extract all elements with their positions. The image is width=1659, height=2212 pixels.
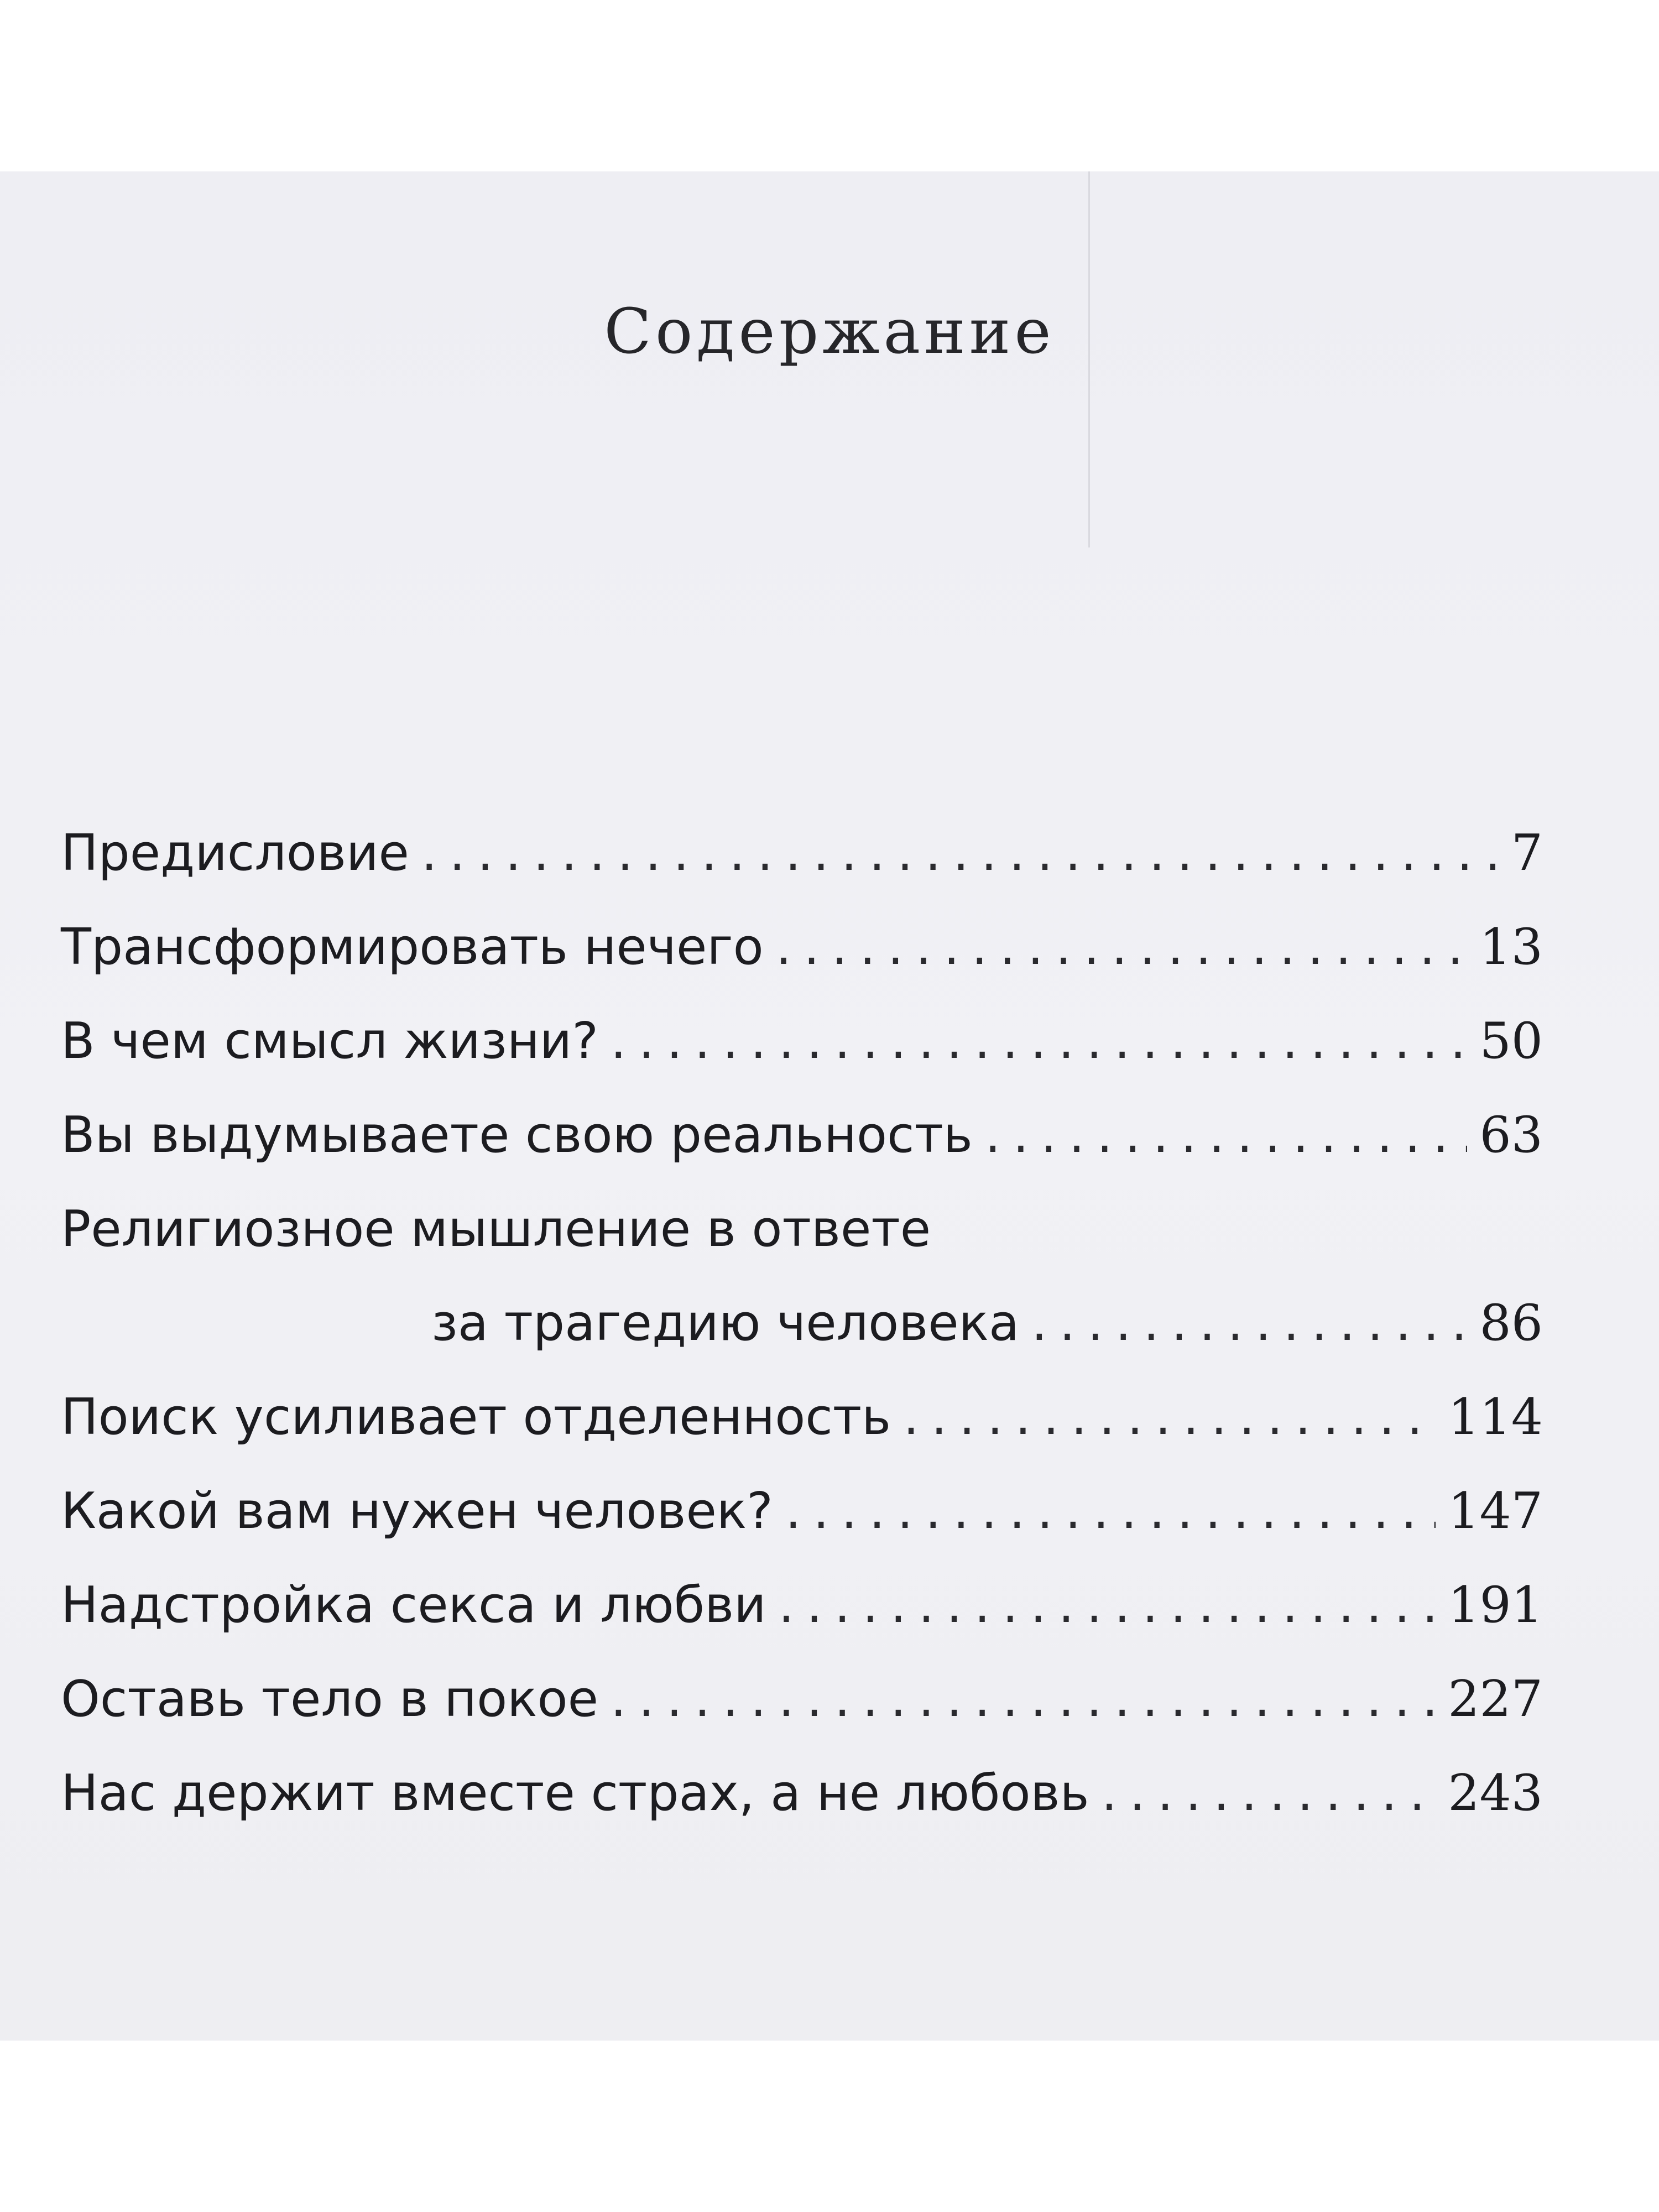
toc-entry-title: Предисловие xyxy=(61,824,409,882)
toc-entry xyxy=(61,1482,1543,1576)
toc-entry-title: Трансформировать нечего xyxy=(61,918,764,976)
toc-entry xyxy=(61,1106,1543,1200)
toc-entry-page: 243 xyxy=(1448,1764,1543,1822)
dot-leader xyxy=(611,1012,1467,1070)
toc-entry-title: Нас держит вместе страх, а не любовь xyxy=(61,1764,1089,1822)
toc-entry xyxy=(61,824,1543,918)
page-title: Содержание xyxy=(604,296,1055,368)
toc-entry-title: Надстройка секса и любви xyxy=(61,1576,766,1634)
toc-entry-title: Какой вам нужен человек? xyxy=(61,1482,773,1540)
toc-entry-page: 86 xyxy=(1479,1294,1543,1352)
dot-leader xyxy=(903,1388,1436,1446)
toc-entry-page: 114 xyxy=(1448,1388,1543,1446)
toc-entry xyxy=(61,918,1543,1012)
toc-entry-page: 191 xyxy=(1448,1576,1543,1634)
toc-entry xyxy=(61,1670,1543,1764)
dot-leader xyxy=(421,824,1499,882)
toc-entry xyxy=(61,1200,1543,1294)
toc-entry-page: 147 xyxy=(1448,1482,1543,1540)
dot-leader xyxy=(785,1482,1436,1540)
toc-entry xyxy=(61,1012,1543,1106)
toc-entry-title: Оставь тело в покое xyxy=(61,1670,598,1728)
toc-entry-title: Поиск усиливает отделенность xyxy=(61,1388,891,1446)
dot-leader xyxy=(779,1576,1436,1634)
toc-entry-title: Вы выдумываете свою реальность xyxy=(61,1106,973,1164)
table-of-contents xyxy=(61,824,1543,1858)
toc-entry-continuation xyxy=(61,1294,1543,1388)
book-page xyxy=(0,171,1659,2041)
toc-entry-title: В чем смысл жизни? xyxy=(61,1012,598,1070)
toc-entry-title: за трагедию человека xyxy=(431,1294,1020,1352)
dot-leader xyxy=(985,1106,1468,1164)
toc-entry-page: 63 xyxy=(1479,1106,1543,1164)
toc-entry-page: 13 xyxy=(1479,918,1543,976)
toc-entry-page: 7 xyxy=(1511,824,1543,882)
toc-entry xyxy=(61,1764,1543,1858)
toc-entry-title: Религиозное мышление в ответе xyxy=(61,1200,931,1258)
dot-leader xyxy=(611,1670,1436,1728)
toc-entry xyxy=(61,1576,1543,1670)
toc-entry-page: 50 xyxy=(1479,1012,1543,1070)
dot-leader xyxy=(1102,1764,1436,1822)
dot-leader xyxy=(1031,1294,1467,1352)
toc-entry-page: 227 xyxy=(1448,1670,1543,1728)
dot-leader xyxy=(776,918,1468,976)
toc-entry xyxy=(61,1388,1543,1482)
